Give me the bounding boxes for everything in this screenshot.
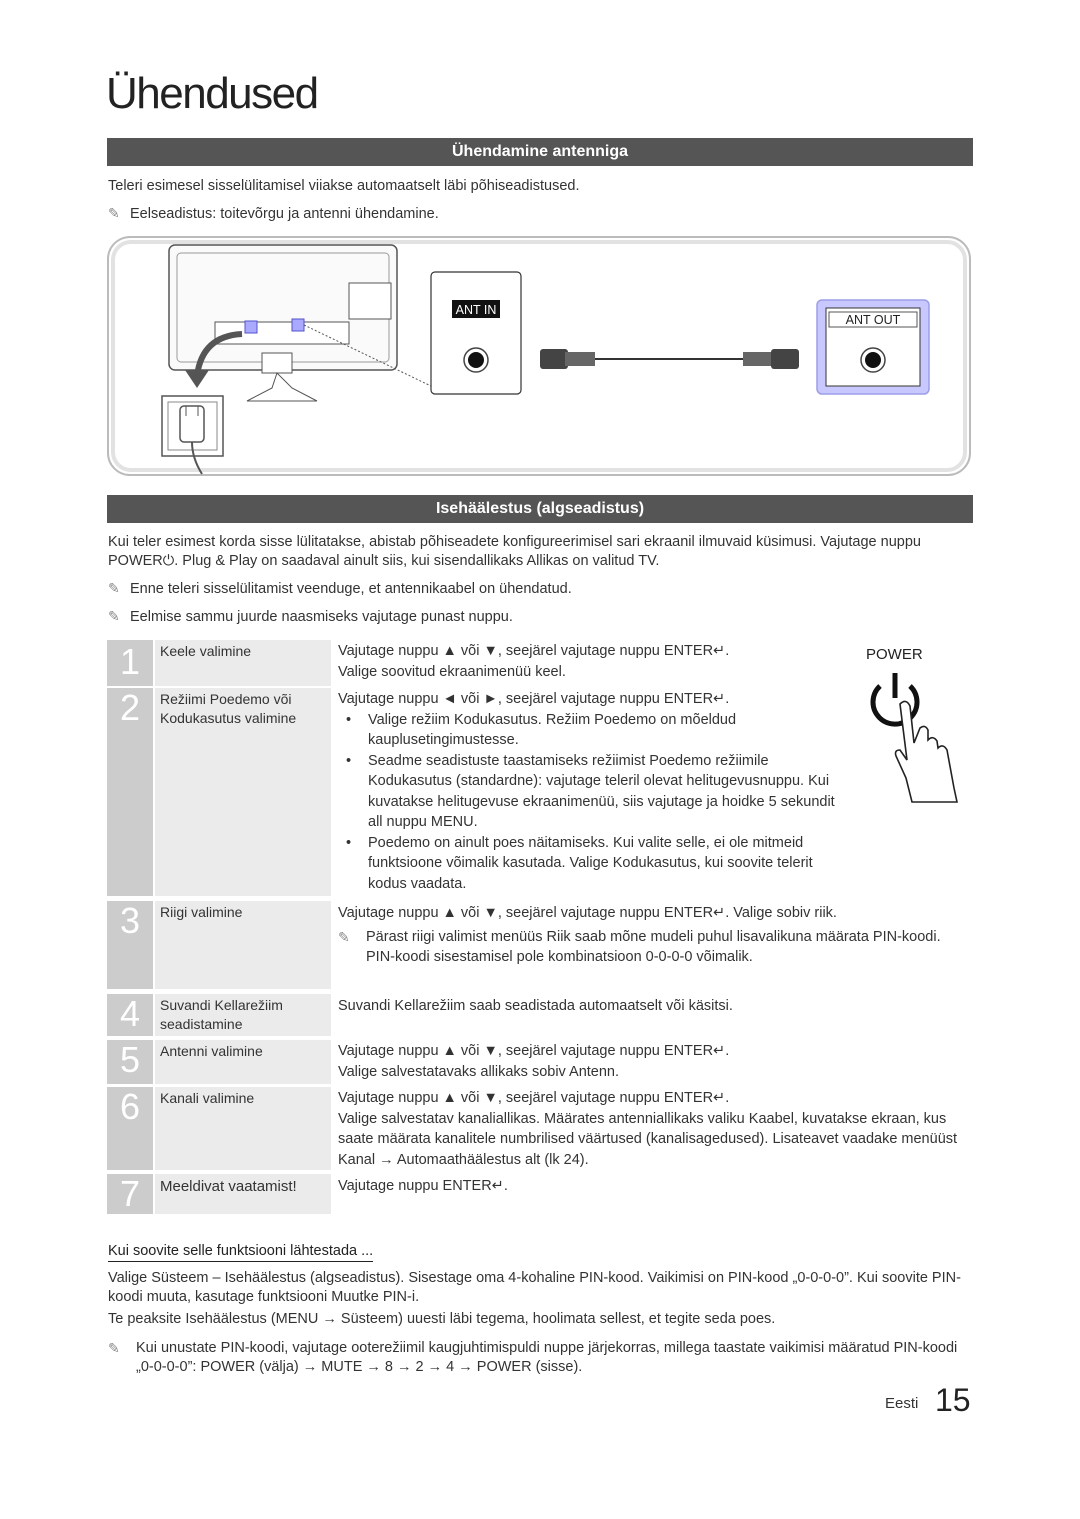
- step-description: Vajutage nuppu ▲ või ▼, seejärel vajutage nuppu ENTER↵. Valige sobiv riik. ✎ Pärast riigi valimist menüüs Riik saab mõne mudeli puhul lisavalikuna määrata PIN-koodi. PIN-koodi sisestamisel pole kombinatsioon 0-0-0-0 võimalik.: [338, 903, 958, 968]
- antenna-note: [108, 204, 978, 224]
- list-item: • Poedemo on ainult poes näitamiseks. Kui valite selle, ei ole mitmeid funktsioone võimalik kasutada. Valige Kodukasutus, kui soovite telerit kodus vaadata.: [338, 833, 838, 895]
- note-pencil-icon: ✎: [108, 580, 120, 596]
- step-number: 2: [107, 688, 153, 896]
- step-number: 3: [107, 901, 153, 989]
- plug-intro-line-1: Kui teler esimest korda sisse lülitatakse, abistab põhiseadete konfigureerimisel sari ekraanil ilmuvaid küsimusi. Vajutage nuppu: [108, 534, 921, 550]
- note-pencil-icon: ✎: [108, 1340, 120, 1356]
- step-label: Keele valimine: [155, 640, 331, 686]
- step-label: Riigi valimine: [155, 901, 331, 989]
- ant-out-label: ANT OUT: [845, 313, 901, 327]
- step-number: 6: [107, 1087, 153, 1170]
- step-number: 7: [107, 1174, 153, 1214]
- section-heading-plug-and-play: Isehäälestus (algseadistus): [107, 495, 973, 523]
- plug-intro-line-2: POWER⏻. Plug & Play on saadaval ainult siis, kui sisendallikaks Allikas on valitud TV.: [108, 553, 660, 569]
- step-number: 4: [107, 994, 153, 1036]
- antenna-intro: Teleri esimesel sisselülitamisel viiakse automaatselt läbi põhiseadistused.: [108, 178, 580, 194]
- step-number: 1: [107, 640, 153, 686]
- reset-paragraph-1: Valige Süsteem – Isehäälestus (algseadistus). Sisestage oma 4-kohaline PIN-kood. Vaikimisi on PIN-kood „0-0-0-0”. Kui soovite PIN-koodi muuta, kasutage funktsiooni Muutke PIN-i.: [108, 1270, 961, 1305]
- reset-note: ✎ Kui unustate PIN-koodi, vajutage ooterežiimil kaugjuhtimispuldi nuppe järjekorras, millega taastate vaikimisi määratud PIN-koodi „0-0-0-0”: POWER (välja) → MUTE → 8 → 2 → 4 → POWER (sisse).: [108, 1340, 958, 1375]
- plug-note-2: ✎ Eelmise sammu juurde naasmiseks vajutage punast nuppu.: [108, 608, 513, 625]
- page-number: 15: [935, 1382, 971, 1418]
- antenna-connection-diagram: [107, 236, 971, 476]
- step-description: Vajutage nuppu ▲ või ▼, seejärel vajutage nuppu ENTER↵. Valige salvestatavaks allikaks sobiv Antenn.: [338, 1043, 730, 1080]
- reset-paragraph-2: Te peaksite Isehäälestus (MENU → Süsteem) uuesti läbi tegema, hoolimata sellest, et tegite seda poes.: [108, 1311, 776, 1327]
- page-title: Ühendused: [106, 69, 318, 118]
- step-label: Kanali valimine: [155, 1087, 331, 1170]
- step-label: Meeldivat vaatamist!: [155, 1174, 331, 1214]
- section-heading-antenna: Ühendamine antenniga: [107, 138, 973, 166]
- list-item: • Seadme seadistuste taastamiseks režiimist Poedemo režiimile Kodukasutus (standardne): vajutage teleril olevat helitugevusnuppu. Kui kuvatakse helitugevuse ekraanimenüü, siis vajutage ja hoidke 5 sekundit all nuppu MENU.: [338, 751, 838, 833]
- plug-note-1: ✎ Enne teleri sisselülitamist veenduge, et antennikaabel on ühendatud.: [108, 580, 572, 597]
- list-item: • Valige režiim Kodukasutus. Režiim Poedemo on mõeldud kauplusetingimustesse.: [338, 710, 838, 751]
- step-label: Suvandi Kellarežiim seadistamine: [155, 994, 331, 1036]
- power-label: POWER: [866, 646, 923, 663]
- step-label: Režiimi Poedemo või Kodukasutus valimine: [155, 688, 331, 896]
- note-pencil-icon: ✎: [108, 608, 120, 624]
- note-pencil-icon: ✎: [338, 928, 350, 945]
- step-description: Vajutage nuppu ENTER↵.: [338, 1178, 508, 1194]
- step-description: Vajutage nuppu ◄ või ►, seejärel vajutage nuppu ENTER↵. • Valige režiim Kodukasutus. Režiim Poedemo on mõeldud kauplusetingimustesse. • Seadme seadistuste taastamiseks režiimist Poedemo režiimile Kodukasutus (standardne): vajutage teleril olevat helitugevusnuppu. Kui kuvatakse helitugevuse ekraanimenüü, siis vajutage ja hoidke 5 sekundit all nuppu MENU. • Poedemo on ainult poes näitamiseks. Kui valite selle, ei ole mitmeid funktsioone võimalik kasutada. Valige Kodukasutus, kui soovite telerit kodus vaadata.: [338, 689, 838, 894]
- ant-in-panel: [431, 272, 521, 394]
- antenna-note-text: Eelseadistus: toitevõrgu ja antenni ühendamine.: [130, 206, 439, 222]
- note-pencil-icon: ✎: [108, 205, 120, 221]
- step-label: Antenni valimine: [155, 1040, 331, 1084]
- step-number: 5: [107, 1040, 153, 1084]
- step-description: Suvandi Kellarežiim saab seadistada automaatselt või käsitsi.: [338, 998, 733, 1014]
- reset-heading: Kui soovite selle funktsiooni lähtestada ...: [108, 1243, 373, 1262]
- power-hand-icon: [862, 668, 968, 808]
- step-description: Vajutage nuppu ▲ või ▼, seejärel vajutage nuppu ENTER↵. Valige soovitud ekraanimenüü keel.: [338, 643, 730, 680]
- step-description: Vajutage nuppu ▲ või ▼, seejärel vajutage nuppu ENTER↵. Valige salvestatav kanaliallikas. Määrates antenniallikaks valiku Kaabel, kuvatakse ekraan, kus saate määrata kanalitele numbrilised väärtused (kanalisagedused). Lisateavet vaadake menüüst Kanal → Automaathäälestus alt (lk 24).: [338, 1090, 958, 1168]
- footer-language: Eesti: [885, 1395, 919, 1412]
- ant-in-label: ANT IN: [455, 303, 497, 317]
